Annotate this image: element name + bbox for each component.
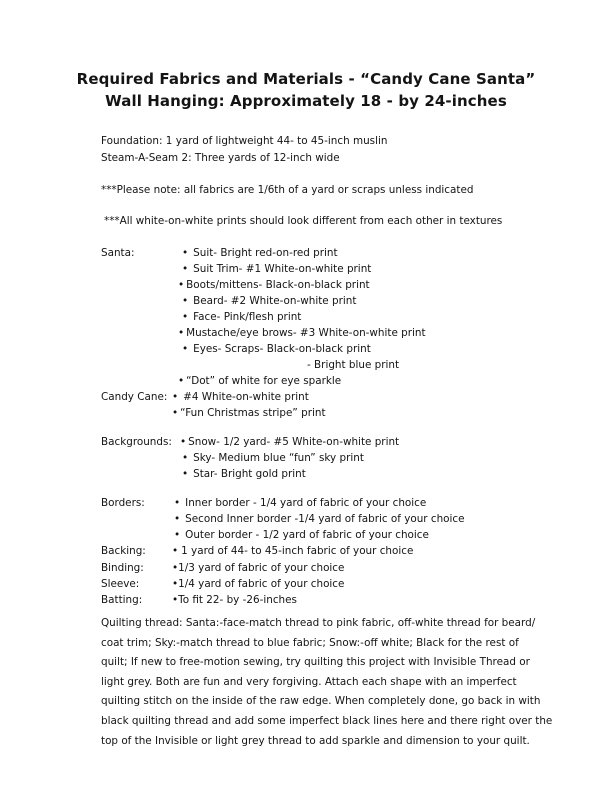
santa-item-eyes: • Eyes- Scraps- Black-on-black print <box>182 343 371 355</box>
quilting-thread-paragraph <box>101 614 553 751</box>
borders-item-inner: • Inner border - 1/4 yard of fabric of your choice <box>174 497 427 509</box>
santa-item-eyes-blue: - Bright blue print <box>307 359 400 371</box>
santa-item-suit-trim: • Suit Trim- #1 White-on-white print <box>182 263 372 275</box>
document-title-line-2: Wall Hanging: Approximately 18 - by 24-inches <box>105 92 507 110</box>
bullet-icon: • <box>172 545 179 557</box>
quilting-line: light grey. Both are fun and very forgiving. Attach each shape with an imperfect <box>101 675 517 688</box>
quilting-line: black quilting thread and add some imperfect black lines here and there right over the <box>101 714 553 727</box>
sleeve-value: •1/4 yard of fabric of your choice <box>172 578 345 590</box>
foundation-line: Foundation: 1 yard of lightweight 44- to 45-inch muslin <box>101 135 388 147</box>
quilting-line: top of the Invisible or light grey thread to add sparkle and dimension to your quilt. <box>101 734 530 747</box>
bullet-icon: • <box>174 497 181 509</box>
bullet-icon: • <box>172 594 179 606</box>
bullet-icon: • <box>180 436 187 448</box>
bullet-icon: • <box>178 375 185 387</box>
fabric-note: ***Please note: all fabrics are 1/6th of a yard or scraps unless indicated <box>101 184 474 196</box>
bullet-icon: • <box>182 295 189 307</box>
bullet-icon: • <box>182 452 189 464</box>
sleeve-label: Sleeve: <box>101 578 140 590</box>
borders-label: Borders: <box>101 497 145 509</box>
candy-cane-item-stripe: • “Fun Christmas stripe” print <box>172 407 326 419</box>
quilting-line: Quilting thread: Santa:-face-match thread to pink fabric, off-white thread for beard/ <box>101 617 536 629</box>
bullet-icon: • <box>182 247 189 259</box>
batting-label: Batting: <box>101 594 143 606</box>
bullet-icon: • <box>172 407 179 419</box>
bullet-icon: • <box>182 311 189 323</box>
bullet-icon: • <box>174 513 181 525</box>
borders-item-outer: • Outer border - 1/2 yard of fabric of your choice <box>174 529 429 541</box>
quilting-line: coat trim; Sky:-match thread to blue fabric; Snow:-off white; Black for the rest of <box>101 636 519 649</box>
santa-item-boots: • Boots/mittens- Black-on-black print <box>178 279 370 291</box>
santa-item-beard: • Beard- #2 White-on-white print <box>182 295 357 307</box>
backgrounds-item-star: • Star- Bright gold print <box>182 468 306 480</box>
santa-item-suit: • Suit- Bright red-on-red print <box>182 247 338 259</box>
backgrounds-item-snow: • Snow- 1/2 yard- #5 White-on-white print <box>180 436 400 448</box>
bullet-icon: • <box>178 279 185 291</box>
bullet-icon: • <box>182 343 189 355</box>
binding-value: •1/3 yard of fabric of your choice <box>172 562 345 574</box>
bullet-icon: • <box>172 391 179 403</box>
santa-item-mustache: • Mustache/eye brows- #3 White-on-white print <box>178 327 426 339</box>
candy-cane-item-white: • #4 White-on-white print <box>172 391 309 403</box>
santa-item-eye-sparkle: • “Dot” of white for eye sparkle <box>178 375 342 387</box>
binding-label: Binding: <box>101 562 144 574</box>
white-on-white-note: ***All white-on-white prints should look different from each other in textures <box>104 215 503 227</box>
backing-label: Backing: <box>101 545 146 557</box>
backing-value: • 1 yard of 44- to 45-inch fabric of your choice <box>172 545 414 557</box>
document-title-line-1: Required Fabrics and Materials - “Candy Cane Santa” <box>76 70 536 88</box>
backgrounds-label: Backgrounds: <box>101 436 172 448</box>
santa-item-face: • Face- Pink/flesh print <box>182 311 302 323</box>
borders-item-second-inner: • Second Inner border -1/4 yard of fabric of your choice <box>174 513 465 525</box>
bullet-icon: • <box>174 529 181 541</box>
backgrounds-item-sky: • Sky- Medium blue “fun” sky print <box>182 452 364 464</box>
bullet-icon: • <box>178 327 185 339</box>
candy-cane-label: Candy Cane: <box>101 391 168 403</box>
santa-label: Santa: <box>101 247 135 259</box>
bullet-icon: • <box>182 468 189 480</box>
quilting-line: quilt; If new to free-motion sewing, try quilting this project with Invisible Thread or <box>101 656 530 669</box>
bullet-icon: • <box>172 578 179 590</box>
batting-value: •To fit 22- by -26-inches <box>172 594 297 606</box>
steam-a-seam-line: Steam-A-Seam 2: Three yards of 12-inch wide <box>101 152 340 164</box>
quilting-line: quilting stitch on the inside of the raw edge. When completely done, go back in with <box>101 695 541 708</box>
bullet-icon: • <box>182 263 189 275</box>
bullet-icon: • <box>172 562 179 574</box>
